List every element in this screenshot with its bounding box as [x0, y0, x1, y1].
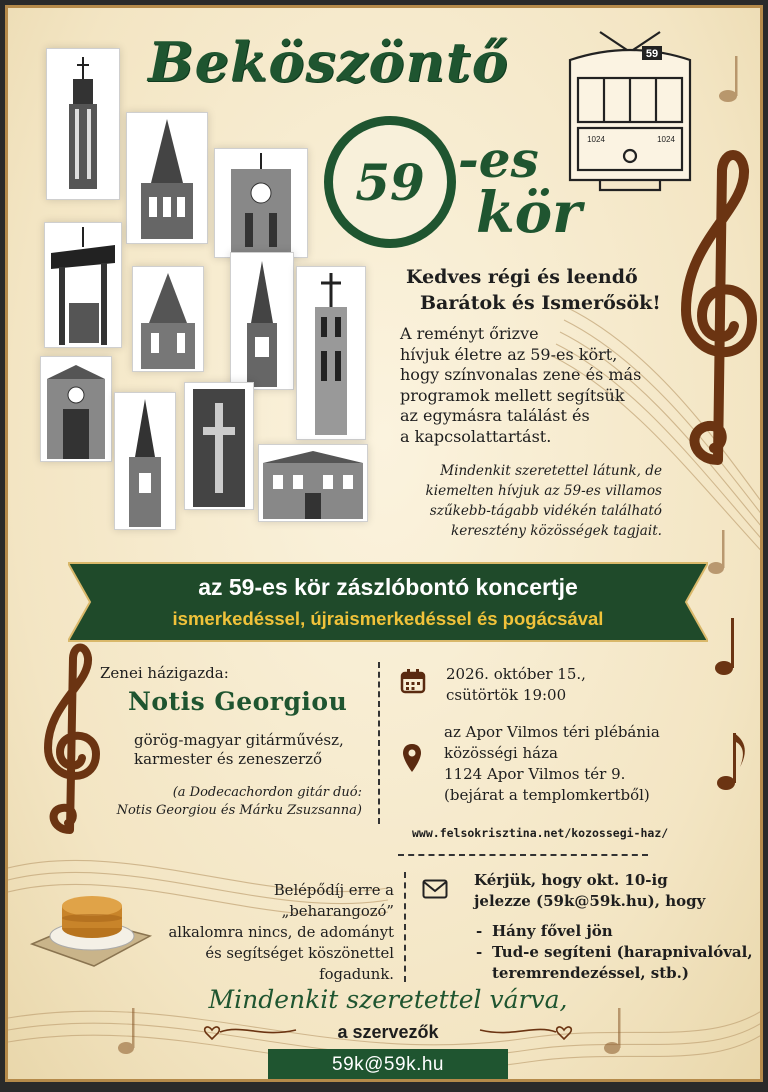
- invite-line: kiemelten hívjuk az 59-es villamos: [425, 483, 662, 499]
- event-datetime: [446, 664, 586, 706]
- invite-line: Mindenkit szeretettel látunk, de: [440, 463, 662, 479]
- entry-fee-text: [158, 880, 394, 985]
- tram-id-left: 1024: [587, 135, 605, 144]
- poster-title: Beköszöntő: [148, 30, 509, 94]
- divider: [378, 662, 380, 824]
- mail-icon: [422, 879, 448, 899]
- badge-number: 59: [355, 152, 425, 212]
- host-desc-line: karmester és zeneszerző: [134, 750, 323, 768]
- church-photo: [296, 266, 366, 440]
- treble-clef-icon: [672, 140, 763, 470]
- event-location: [444, 722, 660, 806]
- tram-number: 59: [645, 48, 659, 60]
- church-photo: [114, 392, 176, 530]
- church-photo: [46, 48, 120, 200]
- location-pin-icon: [402, 743, 422, 773]
- church-photo: [44, 222, 122, 348]
- location-line: az Apor Vilmos téri plébánia: [444, 723, 660, 741]
- rsvp-request: [474, 870, 744, 912]
- rsvp-line: jelezze (59k@59k.hu), hogy: [474, 892, 706, 910]
- contact-email[interactable]: 59k@59k.hu: [268, 1049, 508, 1081]
- host-label: Zenei házigazda:: [100, 664, 229, 682]
- title-suffix-es: -es: [458, 130, 539, 189]
- host-name: Notis Georgiou: [128, 687, 348, 716]
- host-description: [134, 731, 344, 769]
- church-photo: [258, 444, 368, 522]
- fee-line: Belépődíj erre a „beharangozó”: [273, 882, 394, 920]
- host-desc-line: görög-magyar gitárművész,: [134, 731, 344, 749]
- church-photo: [132, 266, 204, 372]
- fee-line: alkalomra nincs, de adományt: [168, 924, 394, 941]
- number-badge: [324, 116, 456, 248]
- invite-line: keresztény közösségek tagjait.: [450, 523, 662, 539]
- rsvp-list: [476, 921, 753, 984]
- event-time: csütörtök 19:00: [446, 686, 567, 704]
- divider: [398, 854, 648, 856]
- list-item-text: Tud-e segíteni (harapnivalóval,: [492, 943, 753, 961]
- organizers: a szervezők: [337, 1022, 439, 1042]
- list-item: - Tud-e segíteni (harapnivalóval, teremrendezéssel, stb.): [476, 943, 753, 982]
- treble-clef-icon: [36, 638, 106, 838]
- invite-text: [380, 461, 662, 541]
- intro-line: az egymásra találást és: [400, 406, 590, 425]
- church-photo: [184, 382, 254, 510]
- calendar-icon: [400, 668, 426, 694]
- church-photo: [126, 112, 208, 244]
- church-photo: [230, 252, 294, 390]
- location-line: 1124 Apor Vilmos tér 9.: [444, 765, 626, 783]
- intro-text: [400, 324, 680, 447]
- church-photo: [40, 356, 112, 462]
- duo-line: Notis Georgiou és Márku Zsuzsanna): [116, 803, 362, 818]
- intro-line: a kapcsolattartást.: [400, 426, 552, 446]
- duo-line: (a Dodecachordon gitár duó:: [172, 785, 362, 800]
- fee-line: és segítséget köszönettel: [205, 945, 394, 962]
- banner-title: az 59-es kör zászlóbontó koncertje: [198, 574, 578, 600]
- list-item: - Hány fővel jön: [476, 922, 613, 940]
- event-date: 2026. október 15.,: [446, 665, 586, 683]
- location-line: (bejárat a templomkertből): [444, 786, 650, 804]
- closing-text: Mindenkit szeretettel várva,: [208, 985, 568, 1014]
- location-line: közösségi háza: [444, 744, 558, 762]
- rsvp-line: Kérjük, hogy okt. 10-ig: [474, 871, 668, 889]
- fee-line: fogadunk.: [319, 966, 394, 983]
- intro-line: hogy színvonalas zene és más: [400, 365, 642, 384]
- tram-id-right: 1024: [657, 135, 675, 144]
- pogacsa-icon: [28, 884, 154, 968]
- banner-subtitle: ismerkedéssel, újraismerkedéssel és pogácsával: [172, 608, 604, 629]
- title-suffix-kor: kör: [476, 180, 582, 246]
- concert-banner: [68, 559, 708, 645]
- greeting-line-1: Kedves régi és leendő: [406, 266, 638, 288]
- greeting-line-2: Barátok és Ismerősök!: [420, 292, 661, 314]
- church-photo: [214, 148, 308, 258]
- duo-note: [104, 784, 362, 820]
- intro-line: hívjuk életre az 59-es kört,: [400, 344, 618, 364]
- divider: [404, 872, 406, 982]
- venue-url[interactable]: www.felsokrisztina.net/kozossegi-haz/: [412, 826, 669, 840]
- intro-line: programok mellett segítsük: [400, 385, 625, 405]
- invitation-poster: [5, 5, 763, 1082]
- invite-line: szűkebb-tágabb vidékén található: [429, 503, 662, 519]
- intro-line: A reményt őrizve: [400, 324, 539, 343]
- list-item-text: Hány fővel jön: [492, 922, 613, 940]
- list-item-text: teremrendezéssel, stb.): [492, 964, 689, 982]
